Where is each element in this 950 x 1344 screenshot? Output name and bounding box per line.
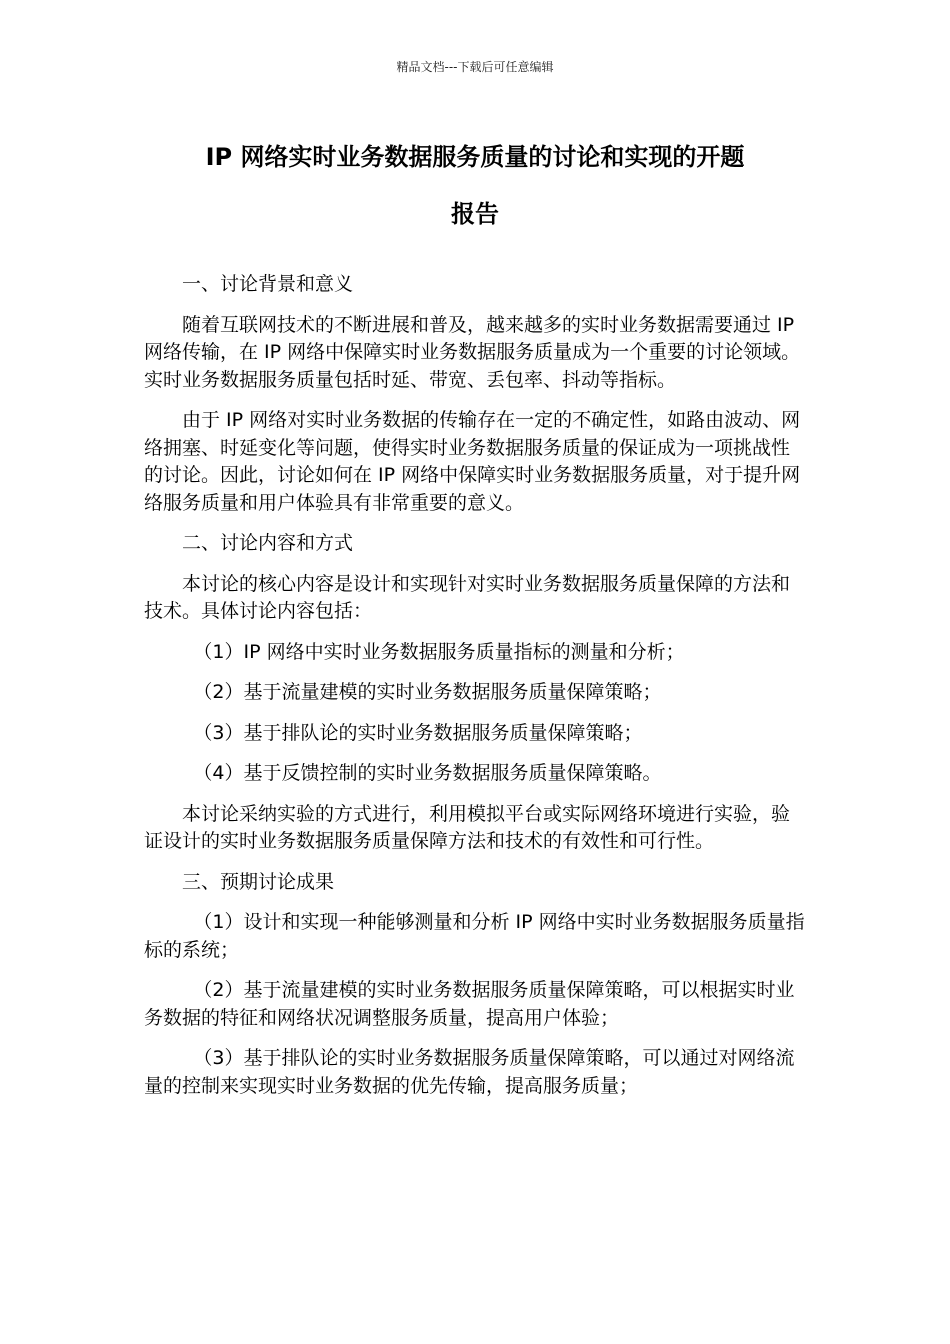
method-paragraph: 本讨论采纳实验的方式进行，利用模拟平台或实际网络环境进行实验，验证设计的实时业务数据服务质量保障方法和技术的有效性和可行性。: [144, 802, 791, 852]
background-paragraph-2: 由于 IP 网络对实时业务数据的传输存在一定的不确定性，如路由波动、网络拥塞、时延变化等问题，使得实时业务数据服务质量的保证成为一项挑战性的讨论。因此，讨论如何在 IP 网络中保障实时业务数据服务质量，对于提升网络服务质量和用户体验具有非常重要的意义。: [144, 409, 801, 514]
section-heading-outcomes: 三、预期讨论成果: [182, 870, 335, 893]
header-note: 精品文档---下载后可任意编辑: [396, 60, 554, 74]
content-list-item: （1）IP 网络中实时业务数据服务质量指标的测量和分析；: [193, 640, 685, 663]
section-heading-content: 二、讨论内容和方式: [182, 532, 354, 554]
content-list-item: （4）基于反馈控制的实时业务数据服务质量保障策略。: [193, 762, 662, 784]
document-title-line-1: IP 网络实时业务数据服务质量的讨论和实现的开题: [205, 143, 745, 171]
content-list-item: （2）基于流量建模的实时业务数据服务质量保障策略；: [193, 681, 662, 703]
outcome-list-item: （1）设计和实现一种能够测量和分析 IP 网络中实时业务数据服务质量指标的系统；: [144, 911, 805, 961]
document-title-line-2: 报告: [451, 200, 499, 228]
document-body: [144, 271, 806, 1113]
content-list-item: （3）基于排队论的实时业务数据服务质量保障策略；: [193, 721, 643, 744]
outcome-list-item: （2）基于流量建模的实时业务数据服务质量保障策略，可以根据实时业务数据的特征和网络状况调整服务质量，提高用户体验；: [144, 979, 795, 1029]
background-paragraph-1: 随着互联网技术的不断进展和普及，越来越多的实时业务数据需要通过 IP 网络传输，在 IP 网络中保障实时业务数据服务质量成为一个重要的讨论领域。实时业务数据服务质量包括时延、带宽、丢包率、抖动等指标。: [144, 313, 801, 391]
content-intro-paragraph: 本讨论的核心内容是设计和实现针对实时业务数据服务质量保障的方法和技术。具体讨论内容包括：: [144, 572, 791, 622]
section-heading-background: 一、讨论背景和意义: [182, 273, 354, 295]
outcome-list-item: （3）基于排队论的实时业务数据服务质量保障策略，可以通过对网络流量的控制来实现实时业务数据的优先传输，提高服务质量；: [144, 1047, 795, 1097]
